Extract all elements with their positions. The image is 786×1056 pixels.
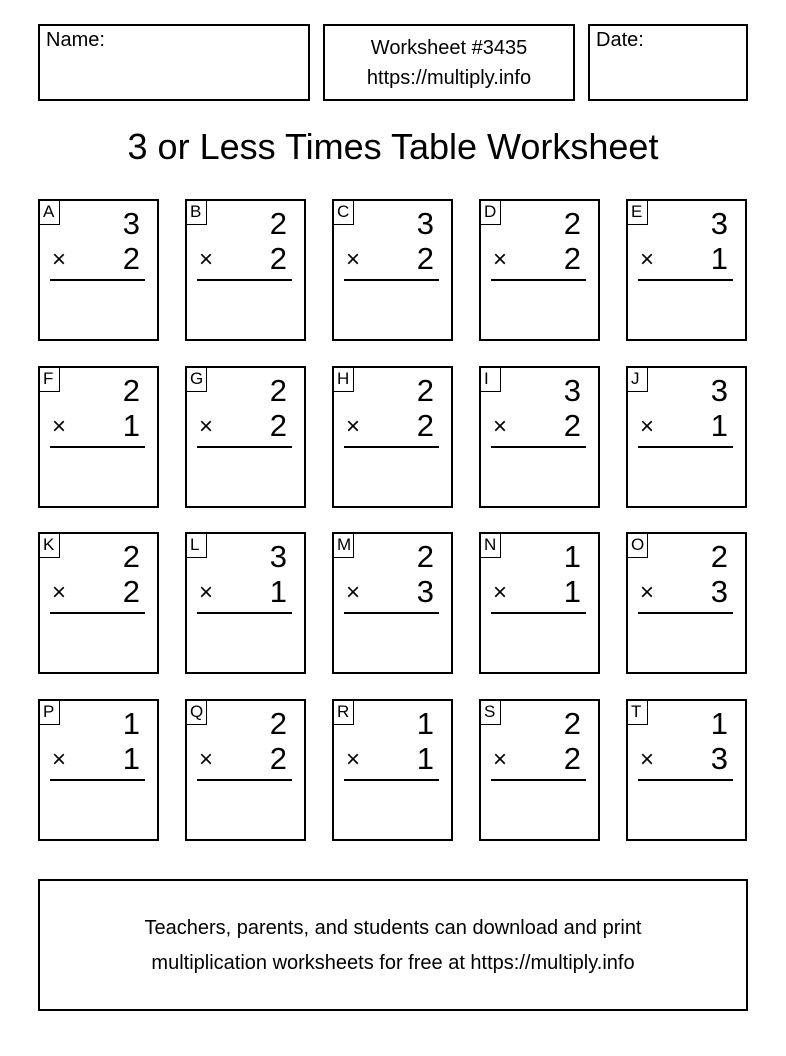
answer-line (344, 279, 439, 281)
problem-letter: C (334, 201, 354, 225)
multiplicand: 1 (122, 706, 140, 741)
answer-line (491, 779, 586, 781)
multiplicand: 2 (563, 706, 581, 741)
multiplicand: 2 (416, 539, 434, 574)
multiply-sign: × (346, 579, 361, 606)
problem-card[interactable] (479, 199, 600, 341)
multiply-sign: × (640, 413, 655, 440)
answer-line (50, 612, 145, 614)
answer-line (50, 279, 145, 281)
problem-card[interactable] (626, 699, 747, 841)
multiply-sign: × (52, 246, 67, 273)
problem-card[interactable] (479, 699, 600, 841)
problem-card[interactable] (626, 532, 747, 674)
problem-card[interactable] (38, 366, 159, 508)
problem-letter: Q (187, 701, 207, 725)
multiply-sign: × (199, 246, 214, 273)
name-field[interactable] (38, 24, 310, 101)
multiplier: 1 (710, 408, 728, 443)
worksheet-url: https://multiply.info (366, 67, 532, 89)
problem-letter: N (481, 534, 501, 558)
multiplicand: 3 (710, 206, 728, 241)
answer-line (344, 779, 439, 781)
multiplier: 1 (269, 574, 287, 609)
problem-letter: P (40, 701, 60, 725)
answer-line (197, 279, 292, 281)
answer-line (638, 612, 733, 614)
multiplier: 1 (710, 241, 728, 276)
multiply-sign: × (199, 746, 214, 773)
problem-card[interactable] (332, 532, 453, 674)
problem-card[interactable] (185, 366, 306, 508)
multiplicand: 2 (269, 206, 287, 241)
problem-letter: B (187, 201, 207, 225)
multiplier: 2 (269, 408, 287, 443)
answer-line (638, 446, 733, 448)
problem-card[interactable] (332, 699, 453, 841)
multiplier: 2 (416, 408, 434, 443)
problem-letter: J (628, 368, 648, 392)
multiply-sign: × (493, 246, 508, 273)
multiplicand: 3 (122, 206, 140, 241)
answer-line (491, 279, 586, 281)
answer-line (344, 612, 439, 614)
multiply-sign: × (640, 746, 655, 773)
multiply-sign: × (52, 579, 67, 606)
problem-card[interactable] (185, 699, 306, 841)
problem-letter: O (628, 534, 648, 558)
multiplier: 2 (122, 574, 140, 609)
problem-card[interactable] (626, 199, 747, 341)
problem-card[interactable] (479, 532, 600, 674)
problem-card[interactable] (38, 532, 159, 674)
worksheet-number: Worksheet #3435 (370, 37, 528, 59)
multiplier: 3 (416, 574, 434, 609)
multiplier: 2 (563, 408, 581, 443)
multiplier: 2 (563, 241, 581, 276)
multiplier: 3 (710, 574, 728, 609)
problem-letter: D (481, 201, 501, 225)
multiplicand: 1 (563, 539, 581, 574)
problem-letter: K (40, 534, 60, 558)
answer-line (344, 446, 439, 448)
problem-card[interactable] (185, 199, 306, 341)
problem-letter: G (187, 368, 207, 392)
multiplicand: 2 (710, 539, 728, 574)
multiply-sign: × (199, 579, 214, 606)
multiplier: 3 (710, 741, 728, 776)
answer-line (491, 612, 586, 614)
problem-card[interactable] (332, 199, 453, 341)
answer-line (197, 612, 292, 614)
multiply-sign: × (640, 246, 655, 273)
multiply-sign: × (493, 413, 508, 440)
multiplicand: 2 (563, 206, 581, 241)
name-label: Name: (46, 29, 105, 51)
problem-letter: T (628, 701, 648, 725)
multiply-sign: × (52, 746, 67, 773)
footer-box (38, 879, 748, 1011)
problem-card[interactable] (626, 366, 747, 508)
multiplier: 1 (122, 408, 140, 443)
multiplicand: 2 (416, 373, 434, 408)
multiply-sign: × (346, 746, 361, 773)
multiplicand: 2 (269, 373, 287, 408)
problem-card[interactable] (185, 532, 306, 674)
multiply-sign: × (493, 579, 508, 606)
multiplicand: 3 (563, 373, 581, 408)
problem-letter: M (334, 534, 354, 558)
problem-card[interactable] (332, 366, 453, 508)
multiplicand: 3 (710, 373, 728, 408)
multiplicand: 2 (122, 373, 140, 408)
problem-card[interactable] (38, 699, 159, 841)
problem-letter: R (334, 701, 354, 725)
answer-line (197, 779, 292, 781)
problem-letter: A (40, 201, 60, 225)
footer-text-line-1: Teachers, parents, and students can download and print (144, 917, 642, 939)
problem-letter: L (187, 534, 207, 558)
problem-letter: S (481, 701, 501, 725)
multiply-sign: × (199, 413, 214, 440)
date-label: Date: (596, 29, 644, 51)
multiplicand: 2 (122, 539, 140, 574)
multiplier: 2 (416, 241, 434, 276)
answer-line (491, 446, 586, 448)
multiplicand: 3 (416, 206, 434, 241)
problem-letter: H (334, 368, 354, 392)
multiplier: 2 (563, 741, 581, 776)
multiplier: 2 (269, 741, 287, 776)
multiplicand: 2 (269, 706, 287, 741)
multiplier: 1 (563, 574, 581, 609)
multiplicand: 1 (710, 706, 728, 741)
answer-line (50, 446, 145, 448)
multiply-sign: × (346, 246, 361, 273)
multiply-sign: × (52, 413, 67, 440)
problem-card[interactable] (479, 366, 600, 508)
multiplier: 1 (122, 741, 140, 776)
multiply-sign: × (640, 579, 655, 606)
multiply-sign: × (493, 746, 508, 773)
page-title: 3 or Less Times Table Worksheet (127, 126, 659, 167)
multiply-sign: × (346, 413, 361, 440)
answer-line (50, 779, 145, 781)
problem-card[interactable] (38, 199, 159, 341)
answer-line (638, 279, 733, 281)
multiplicand: 3 (269, 539, 287, 574)
answer-line (638, 779, 733, 781)
multiplier: 2 (269, 241, 287, 276)
worksheet-info-box (323, 24, 575, 101)
problem-letter: F (40, 368, 60, 392)
date-field[interactable] (588, 24, 748, 101)
multiplier: 1 (416, 741, 434, 776)
multiplier: 2 (122, 241, 140, 276)
problem-letter: I (481, 368, 501, 392)
answer-line (197, 446, 292, 448)
problem-letter: E (628, 201, 648, 225)
footer-text-line-2: multiplication worksheets for free at https://multiply.info (151, 952, 635, 974)
multiplicand: 1 (416, 706, 434, 741)
